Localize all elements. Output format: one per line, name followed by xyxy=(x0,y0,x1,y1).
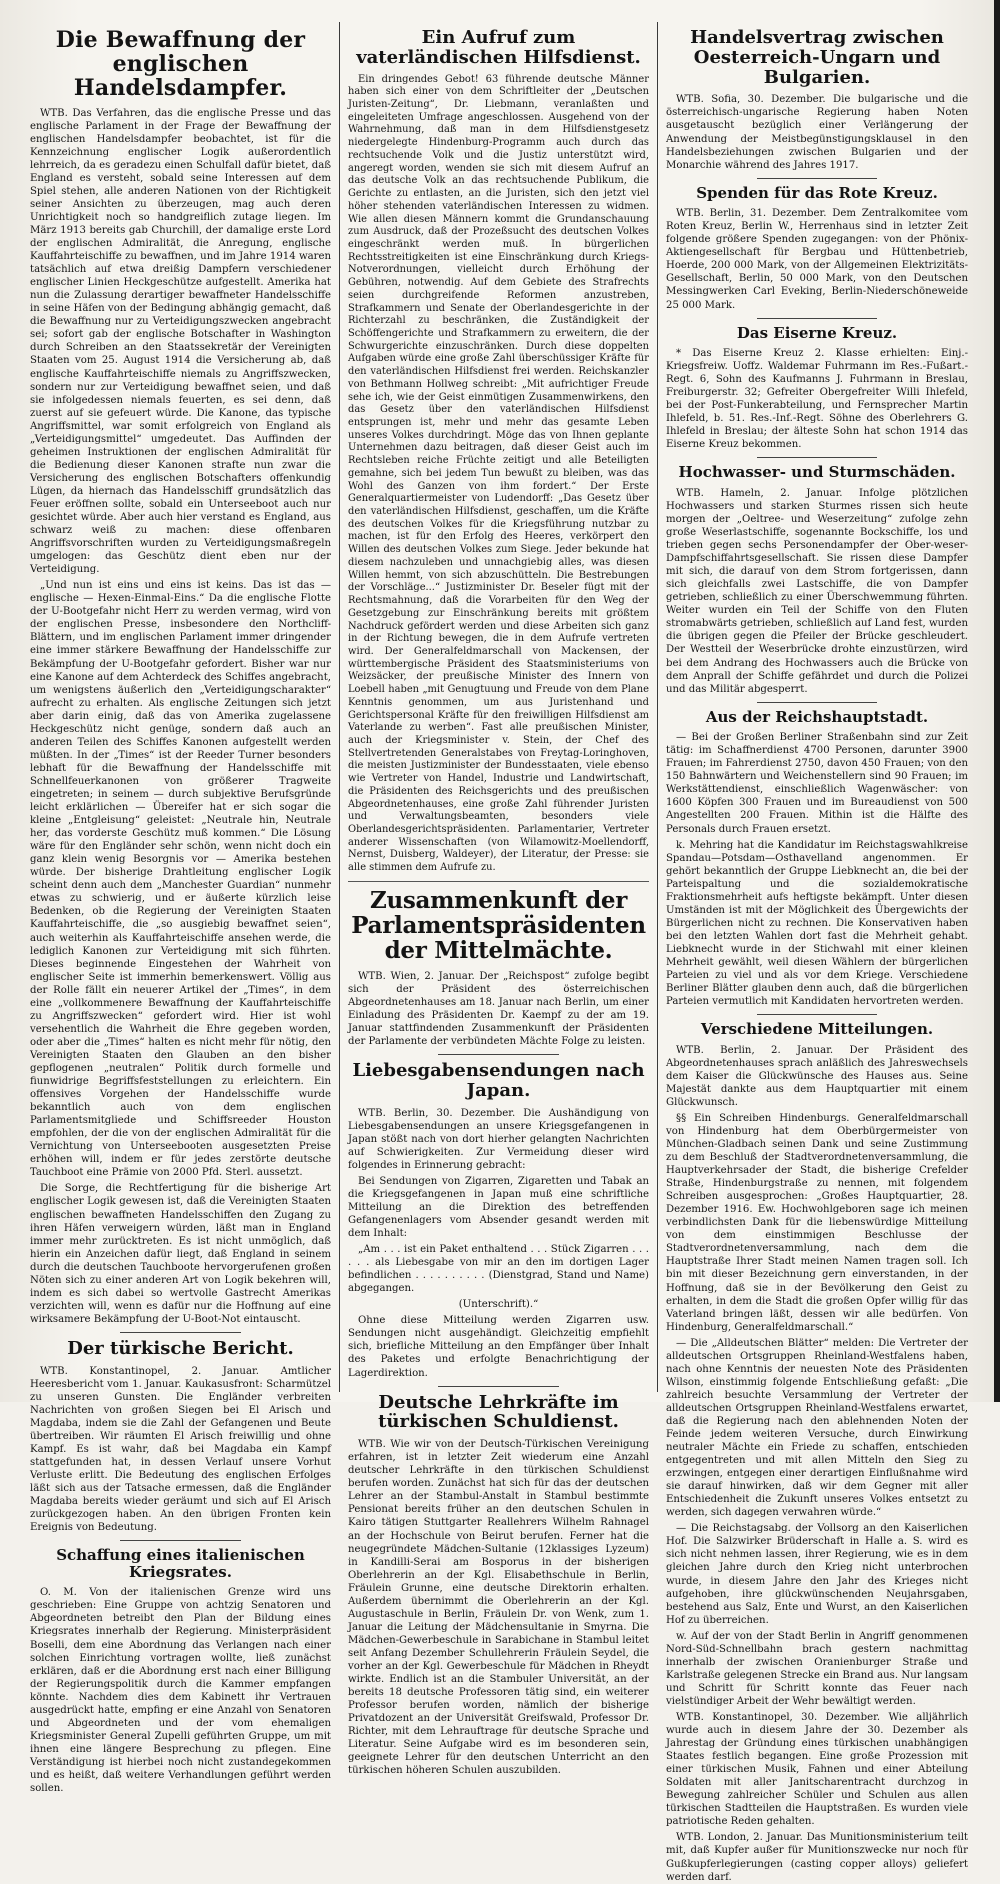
article-title: Ein Aufruf zum vaterländischen Hilfsdienst. xyxy=(356,27,641,68)
separator xyxy=(757,702,878,703)
article-paragraph: Ein dringendes Gebot! 63 führende deutsche Männer haben sich einer von dem Schriftleiter der „Deutschen Juristen-Zeitung“, Dr. Liebmann, veranlaßten und eingeleiteten Umfrage angeschlossen. Ausgehend von der Wahrnehmung, daß man in dem Hilfsdienstgesetz niedergelegte Hindenburg-Programm auch durch das rechtsuchende Volk und die Justiz unterstützt wird, angeregt worden, wenden sie sich mit diesem Aufruf an das deutsche Volk an das rechtsuchende Publikum, die Gerichte zu entlasten, an die Juristen, sich den jetzt viel höher stehenden vaterländischen Interessen zu widmen. Wie allen diesen Männern kommt die Grundanschauung zum Ausdruck, daß der Prozeßsucht des deutschen Volkes eingeschränkt werden muß. In bürgerlichen Rechtsstreitigkeiten ist eine Einschränkung durch Kriegs-Notverordnungen, vielleicht durch Erhöhung der Gebühren, notwendig. Auf dem Gebiete des Strafrechts seien durchgreifende Reformen anzustreben, Strafkammern und Senate der Oberlandesgerichte in der Richterzahl zu beschränken, die Zuständigkeit der Schöffengerichte und Strafkammern zu erweitern, die der Schwurgerichte einzuschränken. Durch diese doppelten Aufgaben würde eine große Zahl überschüssiger Kräfte für den vaterländischen Hilfsdienst frei werden. Reichskanzler von Bethmann Hollweg schreibt: „Mit aufrichtiger Freude sehe ich, wie der Geist einmütigen Zusammenwirkens, den das Gesetz über den vaterländischen Hilfsdienst entsprungen ist, mehr und mehr das gesamte Leben unseres Volkes durchdringt. Möge das von Ihnen geplante Unternehmen dazu beitragen, daß dieser Geist auch im Rechtsleben reiche Früchte zeitigt und alle Beteiligten gemahne, sich bei jedem Tun bewußt zu bleiben, was das Wohl des Ganzen von ihm fordert.“ Der Erste Generalquartiermeister von Ludendorff: „Das Gesetz über den vaterländischen Hilfsdienst, geschaffen, um die Kräfte des deutschen Volkes für die Kriegsführung nutzbar zu machen, ist für den Erfolg des Heeres, verkörpert den Willen des deutschen Volkes zum Siege. Jeder bekunde hat diesem nachzuleben und unnachgiebig alles, was diesen Willen hemmt, von sich abzuschütteln. Die Bestrebungen der Vorschläge...“ Justizminister Dr. Beseler fügt mit der Rechtsmahnung, daß die Vorarbeiten für den Weg der Gesetzgebung zur Einschränkung bereits mit größtem Nachdruck gefördert werden und diese Arbeiten sich ganz in der Richtung bewegen, die in dem Aufrufe vertreten wird. Der Generalfeldmarschall von Mackensen, der württembergische Präsident des Staatsministeriums von Weizsäcker, der preußische Minister des Innern von Loebell haben „mit Genugtuung und Freude von dem Plane Kenntnis genommen, um aus Juristenhand und Gerichtspersonal Kräfte für den freiwilligen Hilfsdienst am Vaterlande zu werben“. Fast alle preußischen Minister, auch der Kriegsminister v. Stein, der Chef des Stellvertretenden Generalstabes von Freytag-Loringhoven, die meisten Justizminister der Bundesstaaten, viele ebenso wie Vertreter von Handel, Industrie und Landwirtschaft, die Präsidenten des Reichsgerichts und des preußischen Abgeordnetenhauses, eine große Zahl führender Juristen und Verwaltungsbeamten, besonders viele Oberlandesgerichtspräsidenten. Parlamentarier, Vertreter anderer Wissenschaften (von Wilamowitz-Moellendorff, Nernst, Duisberg, Waldeyer), der Literatur, der Presse: sie alle stimmen dem Aufrufe zu. xyxy=(348,73,649,874)
article-paragraph: WTB. Berlin, 30. Dezember. Die Aushändigung von Liebesgabensendungen an unsere Kriegsgefangenen in Japan stößt nach von dort hierher gelangten Nachrichten auf Schwierigkeiten. Zur Vermeidung dieser wird folgendes in Erinnerung gebracht: xyxy=(348,1107,649,1171)
article-paragraph: w. Auf der von der Stadt Berlin in Angriff genommenen Nord-Süd-Schnellbahn brach gestern nachmittag innerhalb der zwischen Oranienburger Straße und Karlstraße gelegenen Strecke ein Brand aus. Nur langsam und Schritt für Schritt konnte das Feuer nach vielstündiger Arbeit der Wehr bewältigt werden. xyxy=(666,1630,968,1707)
article-paragraph: — Bei der Großen Berliner Straßenbahn sind zur Zeit tätig: im Schaffnerdienst 4700 Personen, darunter 3900 Frauen; im Fahrerdienst 2750, davon 450 Frauen; von den 150 Bahnwärtern und Weichenstellern sind 90 Frauen; im Werkstättendienst, einschließlich Wagenwäscher: von 1600 Köpfen 300 Frauen und im Bureaudienst von 500 Angestellten 200 Frauen. Mithin ist die Hälfte des Personals durch Frauen ersetzt. xyxy=(666,732,968,835)
column-right xyxy=(658,22,976,1883)
article-paragraph: WTB. Wie wir von der Deutsch-Türkischen Vereinigung erfahren, ist in letzter Zeit wiederum eine Anzahl deutscher Lehrkräfte in den türkischen Schuldienst berufen worden. Zunächst hat sich für das der deutschen Lehrer an der Stambul-Anstalt in Stambul bestimmte Pensionat bereits früher an den deutschen Schulen in Kairo tätigen Stuttgarter Reallehrers Wilhelm Rahnagel an der Hochschule von Beirut berufen. Ferner hat die neugegründete Mädchen-Sultanie (12klassiges Lyzeum) in Kandilli-Serai am Bosporus in der bisherigen Oberlehrerin an der Kgl. Elisabethschule in Berlin, Fräulein Grunne, eine deutsche Direktorin erhalten. Außerdem übernimmt die Oberlehrerin an der Kgl. Augustaschule in Berlin, Fräulein Dr. von Wenk, zum 1. Januar die Leitung der Mädchensultanie in Smyrna. Die Mädchen-Gewerbeschule in Sarabichane in Stambul leitet seit Anfang Dezember Schullehrerin Fräulein Seydel, die vorher an der Kgl. Gewerbeschule für Mädchen in Rheydt wirkte. Endlich ist an die Stambuler Universität, an der bereits 18 deutsche Professoren tätig sind, ein weiterer Professor berufen worden, nämlich der bisherige Privatdozent an der Universität Greifswald, Professor Dr. Richter, mit dem Lehrauftrage für deutsche Sprache und Literatur. Seine Aufgabe wird es im besonderen sein, geeignete Lehrer für den deutschen Unterricht an den türkischen höheren Schulen auszubilden. xyxy=(348,1439,649,1777)
separator xyxy=(438,1054,558,1055)
separator xyxy=(348,881,649,882)
article-title: Hochwasser- und Sturmschäden. xyxy=(678,463,956,482)
scan-edge xyxy=(994,0,1000,1402)
article-paragraph: WTB. Wien, 2. Januar. Der „Reichspost“ zufolge begibt sich der Präsident des österreichischen Abgeordnetenhauses am 18. Januar nach Berlin, um einer Einladung des Präsidenten Dr. Kaempf zu der am 19. Januar stattfindenden Zusammenkunft der Präsidenten der Parlamente der verbündeten Mächte Folge zu leisten. xyxy=(348,970,649,1047)
article-paragraph: * Das Eiserne Kreuz 2. Klasse erhielten: Einj.-Kriegsfreiw. Uoffz. Waldemar Fuhrmann im Res.-Fußart.-Regt. 6, Sohn des Kaufmanns J. Fuhrmann in Breslau, Freiburgerstr. 32; Gefreiter Obergefreiter Willi Ihlefeld, bei der Post-Funkerabteilung, und Fernsprecher Martin Ihlefeld, b. 51. Res.-Inf.-Regt. Söhne des Oberlehrers G. Ihlefeld in Breslau; der älteste Sohn hat schon 1914 das Eiserne Kreuz bekommen. xyxy=(666,348,968,451)
article-title: Zusammenkunft der Parlamentspräsidenten der Mittelmächte. xyxy=(351,886,646,965)
article-title: Deutsche Lehrkräfte im türkischen Schuldienst. xyxy=(378,1391,619,1433)
separator xyxy=(757,1014,878,1015)
article-paragraph: „Und nun ist eins und eins ist keins. Das ist das — englische — Hexen-Einmal-Eins.“ Da die englische Flotte der U-Bootgefahr nicht Herr zu werden vermag, wird von der englischen Presse, insbesondere den Northcliff-Blättern, und im englischen Parlament immer dringender eine immer stärkere Bewaffnung der Handelsschiffe zur Bekämpfung der U-Bootgefahr gefordert. Bisher war nur eine Kanone auf dem Achterdeck des Schiffes angebracht, um wenigstens äußerlich den „Verteidigungscharakter“ aufrecht zu erhalten. Als englische Zeitungen sich jetzt aber darin einig, daß das von Amerika zugelassene Heckgeschütz nicht genüge, sondern daß auch an anderen Teilen des Schiffes Kanonen aufgestellt werden müßten. In der „Times“ ist der Reeder Turner besonders lebhaft für die Bewaffnung der Handelsschiffe mit Schnellfeuerkanonen von größerer Tragweite eingetreten; in seinem — durch subjektive Berufsgründe leicht erklärlichen — Übereifer hat er sich sogar die kleine „Entgleisung“ geleistet: „Neutrale hin, Neutrale her, das vorderste Geschütz muß kommen.“ Die Lösung wäre für den Engländer sehr schön, wenn nicht doch ein ganz klein wenig Besorgnis vor — Amerika bestehen würde. Der bisherige Drahtleitung englischer Logik scheint denn auch dem „Manchester Guardian“ nunmehr etwas zu schwierig, und er äußerte kürzlich leise Bedenken, ob die Regierung der Vereinigten Staaten Kauffahrteischiffe, die „so ausgiebig bewaffnet seien“, auch weiterhin als Kauffahrteischiffe ansehen werde, die lediglich Kanonen zur Verteidigung mit sich führten. Dieses beginnende Eingestehen der Wahrheit von englischer Seite ist immerhin bemerkenswert. Völlig aus der Rolle fällt ein neuerer Artikel der „Times“, in dem eine „vollkommenere Bewaffnung der Kauffahrteischiffe zu Angriffszwecken“ gefordert wird. Hier ist wohl versehentlich die Wahrheit die Ehre gegeben worden, oder aber die „Times“ halten es nicht mehr für nötig, den Vereinigten Staaten den Glauben an den bisher gepflogenen „neutralen“ Politik durch formelle und fiunwidrige Begriffsfeststellungen zu erleichtern. Ein offensives Vorgehen der Handelsschiffe wurde bekanntlich auch von dem englischen Parlamentsmitgliede und Schiffsreeder Houston empfohlen, der die von der englischen Admiralität für die Vernichtung von Unterseebooten ausgesetzten Preise erhöhen will, indem er für jedes zerstörte deutsche Tauchboot eine Prämie von 2000 Pfd. Sterl. aussetzt. xyxy=(30,580,331,1179)
columns xyxy=(22,22,982,1883)
article-paragraph: WTB. London, 2. Januar. Das Munitionsministerium teilt mit, daß Kupfer außer für Munitionszwecke nur noch für Gußkupferlegierungen (casting copper alloys) geliefert werden darf. xyxy=(666,1832,968,1883)
article-title: Liebesgabensendungen nach Japan. xyxy=(352,1060,645,1101)
separator xyxy=(120,1540,240,1541)
article-paragraph: WTB. Hameln, 2. Januar. Infolge plötzlichen Hochwassers und starken Sturmes rissen sich heute morgen der „Oeltree- und Weserzeitung“ zufolge zehn große Weserlastschiffe, sogenannte Bockschiffe, los und trieben gegen sechs Personendampfer der Ober-weser-Dampfschiffahrtsgesellschaft. Sie rissen diese Dampfer mit sich, die darauf von dem Strom fortgerissen, dann sich gleichfalls zwei Lastschiffe, die von Dampfer getrieben, schließlich zu einer Überschwemmung führten. Weiter wurden ein Teil der Schiffe von den Fluten stromabwärts getrieben, schließlich auf Land fest, wurden die übrigen gegen die Pfeiler der Brücke geschleudert. Der Westteil der Weserbrücke drohte einzustürzen, wird bei dem Andrang des Hochwassers auch die Brücke von dem Anprall der Schiffe gefährdet und durch die Polizei und das Militär abgesperrt. xyxy=(666,487,968,695)
article-paragraph: WTB. Sofia, 30. Dezember. Die bulgarische und die österreichisch-ungarische Regierung haben Noten ausgetauscht bezüglich einer Verlängerung der Anwendung der Meistbegünstigungsklausel in den Handelsbeziehungen zwischen Bulgarien und der Monarchie während des Jahres 1917. xyxy=(666,94,968,171)
article-paragraph: WTB. Das Verfahren, das die englische Presse und das englische Parlament in der Frage der Bewaffnung der englischen Handelsdampfer beobachtet, ist für die Kennzeichnung englischer Logik außerordentlich lehrreich, da es geradezu einen Schulfall dafür bietet, daß England es versteht, sobald seine Interessen auf dem Spiel stehen, alle anderen Nationen von der Richtigkeit seiner Ansichten zu überzeugen, mag auch deren Unrichtigkeit noch so handgreiflich zutage liegen. Im März 1913 bereits gab Churchill, der damalige erste Lord der englischen Admiralität, die Anregung, englische Kauffahrteischiffe zu bewaffnen, und im Jahre 1914 waren tatsächlich auf etwa dreißig Dampfern verschiedener englischer Linien Heckgeschütze aufgestellt. Amerika hat nun die Zulassung derartiger bewaffneter Handelsschiffe in seine Häfen von der Bedingung abhängig gemacht, daß die Bewaffnung nur zu Verteidigungszwecken angebracht sei; sofort gab der englische Botschafter in Washington durch Schreiben an den Staatssekretär der Vereinigten Staaten vom 25. August 1914 die Versicherung ab, daß englische Kauffahrteischiffe niemals zu Angriffszwecken, sondern nur zur Verteidigung bewaffnet seien, und daß sie infolgedessen niemals feuerten, es sei denn, daß zuerst auf sie gefeuert würde. Die Kanone, das typische Angriffsmittel, war somit erfolgreich von England als „Verteidigungsmittel“ umgedeutet. Das Auffinden der geheimen Instruktionen der englischen Admiralität für die Bedienung dieser Kanonen strafte nun zwar die Versicherung des englischen Botschafters offenkundig Lügen, da hiernach das Handelsschiff grundsätzlich das Feuer eröffnen sollte, sobald ein Unterseeboot auch nur gesichtet würde. Aber auch hier verstand es England, aus schwarz weiß zu machen: diese offenbaren Angriffsvorschriften wurden zu Verteidigungsmaßregeln umgelogen: das Geschütz dient eben nur der Verteidigung. xyxy=(30,107,331,576)
article-paragraph: O. M. Von der italienischen Grenze wird uns geschrieben: Eine Gruppe von achtzig Senatoren und Abgeordneten betreibt den Plan der Bildung eines Kriegsrates innerhalb der Regierung. Ministerpräsident Boselli, dem eine Abordnung das Verlangen nach einer solchen Einrichtung vortragen wollte, ließ zunächst erklären, daß er die Abordnung erst nach einer Billigung der Regierungspolitik durch die Kammer empfangen könnte. Nachdem dies dem Kabinett ihr Vertrauen ausgedrückt hatte, empfing er eine Anzahl von Senatoren und Abgeordneten und der vom ehemaligen Kriegsminister General Zupelli geführten Gruppe, um mit ihnen eine längere Besprechung zu pflegen. Eine Verständigung ist hierbei noch nicht zustandegekommen und es heißt, daß weitere Verhandlungen geführt werden sollen. xyxy=(30,1587,331,1795)
article-paragraph: WTB. Berlin, 2. Januar. Der Präsident des Abgeordnetenhauses sprach anläßlich des Jahreswechsels dem Kaiser die Glückwünsche des Hauses aus. Seine Majestät dankte aus dem Hauptquartier mit einem Glückwunsch. xyxy=(666,1044,968,1108)
article-paragraph: „Am . . . ist ein Paket enthaltend . . . Stück Zigarren . . . . . . als Liebesgabe von mir an den im dortigen Lager befindlichen . . . . . . . . . . (Dienstgrad, Stand und Name) abgegangen. xyxy=(348,1244,649,1295)
article-title: Der türkische Bericht. xyxy=(67,1337,294,1359)
article-paragraph: (Unterschrift).“ xyxy=(458,1299,539,1311)
article-paragraph: Ohne diese Mitteilung werden Zigarren usw. Sendungen nicht ausgehändigt. Gleichzeitig empfiehlt sich, briefliche Mitteilung an den Empfänger über Inhalt des Paketes und erfolgte Benachrichtigung der Lagerdirektion. xyxy=(348,1315,649,1379)
column-left xyxy=(22,22,340,1795)
article-title: Spenden für das Rote Kreuz. xyxy=(696,183,938,202)
article-title: Schaffung eines italienischen Kriegsrates. xyxy=(56,1546,305,1581)
article-paragraph: k. Mehring hat die Kandidatur im Reichstagswahlkreise Spandau—Potsdam—Osthavelland angenommen. Er gehört bekanntlich der Gruppe Liebknecht an, die bei der Parteispaltung und die sozialdemokratische Fraktionsmehrheit aufs heftigste bekämpft. Unter diesen Umständen ist mit der Möglichkeit des Übergewichts der Bürgerlichen nicht zu rechnen. Die Konservativen haben bei den letzten Wahlen dort fast die Mehrheit gehabt. Liebknecht wurde in der Stichwahl mit einer kleinen Mehrheit gewählt, weil diesen Wählern der bürgerlichen Parteien zu viel und als vor dem Kriege. Verschiedene Berliner Blätter glauben denn auch, daß die bürgerlichen Parteien vermutlich mit Kandidaten hervortreten werden. xyxy=(666,839,968,1008)
separator xyxy=(120,1332,240,1333)
article-paragraph: — Die „Alldeutschen Blätter“ melden: Die Vertreter der alldeutschen Ortsgruppen Rheinland-Westfalens haben, nach ohne Kenntnis der neuesten Note des Präsidenten Wilson, einstimmig folgende Entschließung gefaßt: „Die zahlreich besuchte Versammlung der Vertreter der alldeutschen Ortsgruppen Rheinland-Westfalens erwartet, daß die Regierung nach den ablehnenden Noten der Feinde jedem weiteren Versuche, durch Einwirkung neutraler Mächte ein Friede zu schaffen, entschieden entgegentreten und mit allen Mitteln den Sieg zu erzwingen, entgegen einer derartigen Einflußnahme wird sie darauf hinwirken, daß wir dem Gegner mit aller Entschiedenheit die Zukunft unseres Volkes entsetzt zu werden, sich dagegen verwahren würde.“ xyxy=(666,1337,968,1519)
article-title: Das Eiserne Kreuz. xyxy=(736,323,898,342)
separator xyxy=(438,1386,558,1387)
separator xyxy=(757,318,878,319)
separator xyxy=(757,457,878,458)
article-paragraph: Die Sorge, die Rechtfertigung für die bisherige Art englischer Logik gewesen ist, daß die Vereinigten Staaten englischen bewaffneten Handelsschiffen den Zugang zu ihren Häfen verweigern würden, läßt man in England immer mehr zurücktreten. Es ist nicht unmöglich, daß hierin ein Anzeichen dafür liegt, daß England in seinem durch die deutschen Tauchboote hervorgerufenen großen Nöten sich zu einer anderen Art von Logik bekehren will, indem es sich dabei so wertvolle Gastrecht Amerikas verzichten will, wenn es dafür nur die Hoffnung auf eine wirksamere Bekämpfung der U-Boot-Not eintauscht. xyxy=(30,1183,331,1325)
article-title: Aus der Reichshauptstadt. xyxy=(705,707,929,726)
article-paragraph: §§ Ein Schreiben Hindenburgs. Generalfeldmarschall von Hindenburg hat dem Oberbürgermeister von München-Gladbach seinen Dank und seine Zustimmung zu dem Beschluß der Stadtverordnetenversammlung, die Hauptverkehrsader der Stadt, die bisherige Crefelder Straße, Hindenburgstraße zu nennen, mit folgendem Schreiben ausgesprochen: „Großes Hauptquartier, 28. Dezember 1916. Ew. Hochwohlgeboren sage ich meinen verbindlichsten Dank für die liebenswürdige Mitteilung von dem einstimmigen Beschlusse der Stadtverordnetenversammlung, nach dem die Hauptstraße Ihrer Stadt meinen Namen tragen soll. Ich bin mit dieser Bezeichnung gern einverstanden, in der Hoffnung, daß sie in der Bevölkerung den Geist zu erhalten, in dem die Stadt die großen Opfer willig für das Vaterland bringen läßt, dessen wir alle bedürfen. Von Hindenburg, Generalfeldmarschall.“ xyxy=(666,1112,968,1333)
article-title: Handelsvertrag zwischen Oesterreich-Ungarn und Bulgarien. xyxy=(690,27,944,88)
article-paragraph: WTB. Berlin, 31. Dezember. Dem Zentralkomitee vom Roten Kreuz, Berlin W., Herrenhaus sind in letzter Zeit folgende größere Spenden zugegangen: von der Phönix-Aktiengesellschaft für Bergbau und Hüttenbetrieb, Hoerde, 200 000 Mark, von der Allgemeinen Elektrizitäts-Gesellschaft, Berlin, 50 000 Mark, von den Deutschen Messingwerken Carl Eveking, Berlin-Niederschöneweide 25 000 Mark. xyxy=(666,208,968,311)
article-title: Verschiedene Mitteilungen. xyxy=(700,1020,934,1039)
column-middle xyxy=(340,22,658,1777)
article-paragraph: WTB. Konstantinopel, 2. Januar. Amtlicher Heeresbericht vom 1. Januar. Kaukasusfront: Scharmützel zu unseren Gunsten. Die Engländer verbreiten Nachrichten von großen Siegen bei El Arisch und Magdaba, indem sie die Zahl der Gefangenen und Beute übertreiben. Wir räumten El Arisch freiwillig und ohne Kampf. Es ist wahr, daß bei Magdaba ein Kampf stattgefunden hat, in dessen Verlauf unsere Vorhut Verluste erlitt. Die Bedeutung des englischen Erfolges läßt sich aus der Tatsache ermessen, daß die Engländer Magdaba bereits wieder geräumt und sich auf El Arisch zurückgezogen haben. An den übrigen Fronten kein Ereignis von Bedeutung. xyxy=(30,1365,331,1534)
separator xyxy=(757,178,878,179)
article-paragraph: — Die Reichstagsabg. der Vollsorg an den Kaiserlichen Hof. Die Salzwirker Brüderschaft in Halle a. S. wird es sich nicht nehmen lassen, ihrer Regierung, wie es in dem gleichen Jahre durch den Krieg nicht unterbrochen wurde, in diesem Jahre den Jahr des Krieges nicht aufgehoben, ihre glückwünschenden Neujahrsgaben, bestehend aus Salz, Ente und Wurst, an den Kaiserlichen Hof zu überreichen. xyxy=(666,1523,968,1626)
article-title: Die Bewaffnung der englischen Handelsdampfer. xyxy=(55,27,306,102)
article-paragraph: Bei Sendungen von Zigarren, Zigaretten und Tabak an die Kriegsgefangenen in Japan muß eine schriftliche Mitteilung an die Direktion des betreffenden Gefangenenlagers vom Absender gesandt werden mit dem Inhalt: xyxy=(348,1175,649,1240)
article-paragraph: WTB. Konstantinopel, 30. Dezember. Wie alljährlich wurde auch in diesem Jahre der 30. Dezember als Jahrestag der Gründung eines türkischen unabhängigen Staates festlich begangen. Eine große Prozession mit einer türkischen Musik, Fahnen und einer Abteilung Soldaten mit aller Janitscharentracht durchzog in Bewegung zahlreicher Schüler und Schulen aus allen türkischen Stadtteilen die Hauptstraßen. Es wurden viele patriotische Reden gehalten. xyxy=(666,1712,968,1828)
